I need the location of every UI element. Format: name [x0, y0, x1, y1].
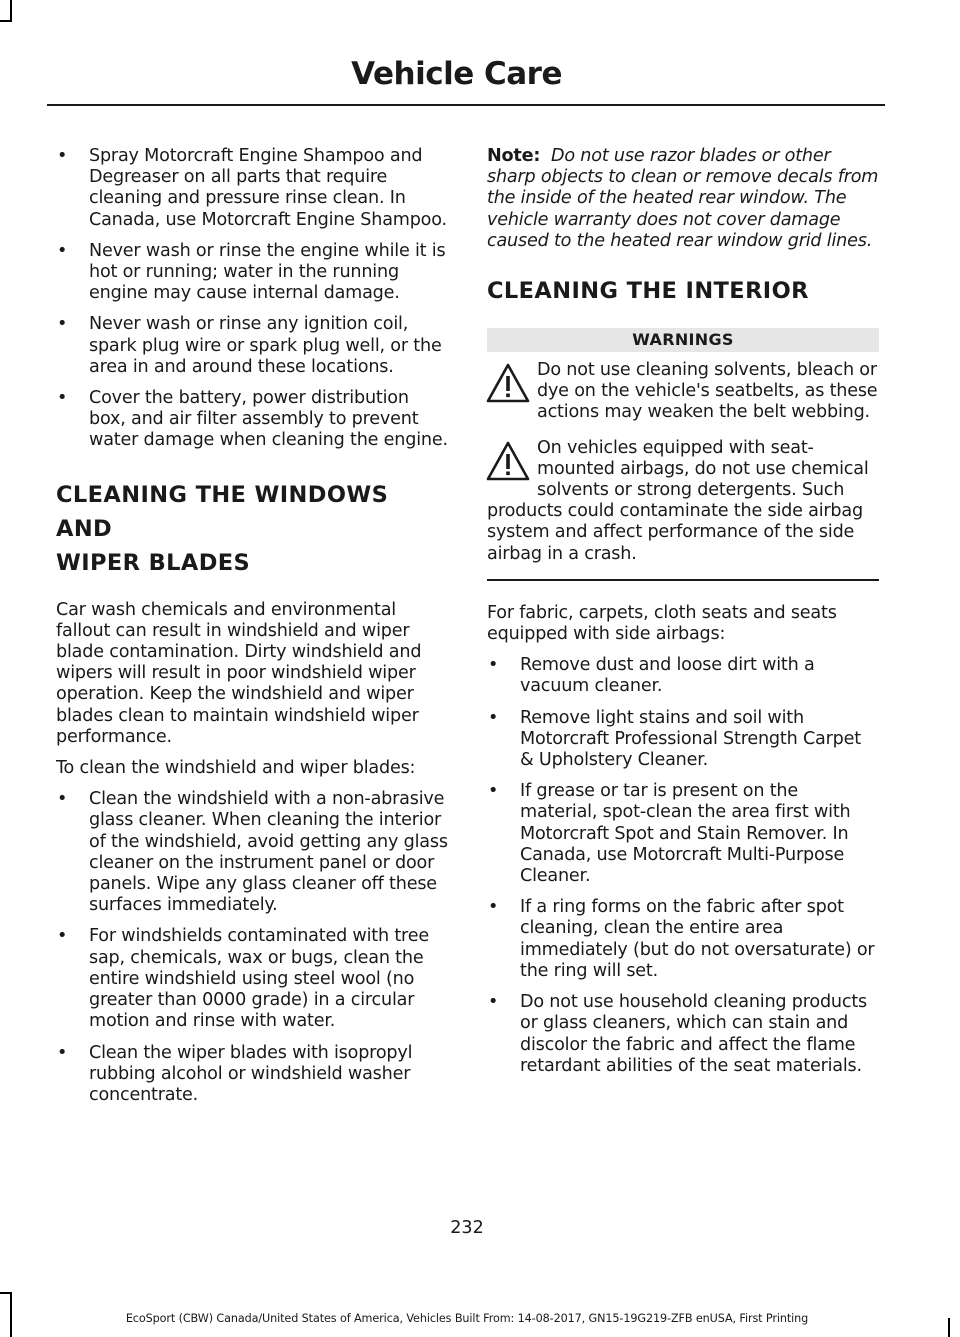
- fabric-bullet: • Remove dust and loose dirt with a vacuum cleaner.: [488, 655, 815, 697]
- fabric-bullet: • Do not use household cleaning products or glass cleaners, which can stain and discolor the fabric and affect the flame retardant abilities of the seat materials.: [488, 992, 868, 1076]
- windows-heading: CLEANING THE WINDOWS AND WIPER BLADES: [56, 481, 389, 576]
- fabric-lead: For fabric, carpets, cloth seats and seats equipped with side airbags:: [487, 602, 837, 645]
- fabric-bullet: • If a ring forms on the fabric after spot cleaning, clean the entire area immediately (but do not oversaturate) or the ring will set.: [488, 897, 875, 981]
- header-divider: [47, 104, 885, 106]
- engine-bullet: • Cover the battery, power distribution box, and air filter assembly to prevent water damage when cleaning the engine.: [57, 388, 448, 451]
- page-title: Vehicle Care: [351, 56, 562, 92]
- warnings-heading: WARNINGS: [487, 328, 879, 352]
- windows-intro: Car wash chemicals and environmental fallout can result in windshield and wiper blade contamination. Dirty windshield and wipers will result in poor windshield wiper operation. Keep the windshield and wiper blades clean to maintain windshield wiper performance.: [56, 599, 422, 747]
- warning-item: Do not use cleaning solvents, bleach or dye on the vehicle's seatbelts, as these actions may weaken the belt webbing.: [487, 360, 879, 424]
- engine-bullet: • Never wash or rinse any ignition coil, spark plug wire or spark plug well, or the area in and around these locations.: [57, 314, 442, 377]
- warnings-end-rule: [487, 579, 879, 581]
- page-number: 232: [450, 1218, 484, 1238]
- warning-item: On vehicles equipped with seat-mounted airbags, do not use chemical solvents or strong detergents. Such products could contaminate the side airbag system and affect performance of the side airbag in a crash.: [487, 437, 869, 564]
- windows-bullet: • Clean the windshield with a non-abrasive glass cleaner. When cleaning the interior of the windshield, avoid getting any glass cleaner on the instrument panel or door panels. Wipe any glass cleaner off these surfaces immediately.: [57, 789, 448, 916]
- windows-bullet: • Clean the wiper blades with isopropyl rubbing alcohol or windshield washer concentrate.: [57, 1042, 413, 1105]
- crop-mark: [10, 0, 12, 22]
- fabric-bullet: • Remove light stains and soil with Motorcraft Professional Strength Carpet & Upholstery Cleaner.: [488, 707, 861, 771]
- engine-bullet: • Never wash or rinse the engine while it is hot or running; water in the running engine may cause internal damage.: [57, 240, 446, 304]
- left-column: [56, 146, 448, 1116]
- warning-triangle-icon: [485, 362, 531, 404]
- footer-print-info: EcoSport (CBW) Canada/United States of America, Vehicles Built From: 14-08-2017, GN15-19G219-ZFB enUSA, First Printing: [125, 1312, 809, 1325]
- right-column: [487, 146, 879, 1087]
- warning-triangle-icon: [485, 440, 531, 482]
- note: Note: Do not use razor blades or other sharp objects to clean or remove decals from the inside of the heated rear window. The vehicle warranty does not cover damage caused to the heated rear window grid lines.: [487, 146, 879, 251]
- note-label: Note:: [487, 146, 541, 166]
- crop-mark: [948, 1318, 950, 1337]
- fabric-bullet: • If grease or tar is present on the material, spot-clean the area first with Motorcraft Spot and Stain Remover. In Canada, use Motorcraft Multi-Purpose Cleaner.: [488, 781, 851, 887]
- windows-bullet: • For windshields contaminated with tree sap, chemicals, wax or bugs, clean the entire windshield using steel wool (no greater than 0000 grade) in a circular motion and rinse with water.: [57, 926, 429, 1032]
- engine-bullet: • Spray Motorcraft Engine Shampoo and Degreaser on all parts that require cleaning and pressure rinse clean. In Canada, use Motorcraft Engine Shampoo.: [57, 146, 447, 230]
- crop-mark: [0, 20, 12, 22]
- windows-lead: To clean the windshield and wiper blades:: [56, 758, 416, 779]
- crop-mark: [0, 1292, 12, 1294]
- interior-heading: CLEANING THE INTERIOR: [487, 278, 809, 305]
